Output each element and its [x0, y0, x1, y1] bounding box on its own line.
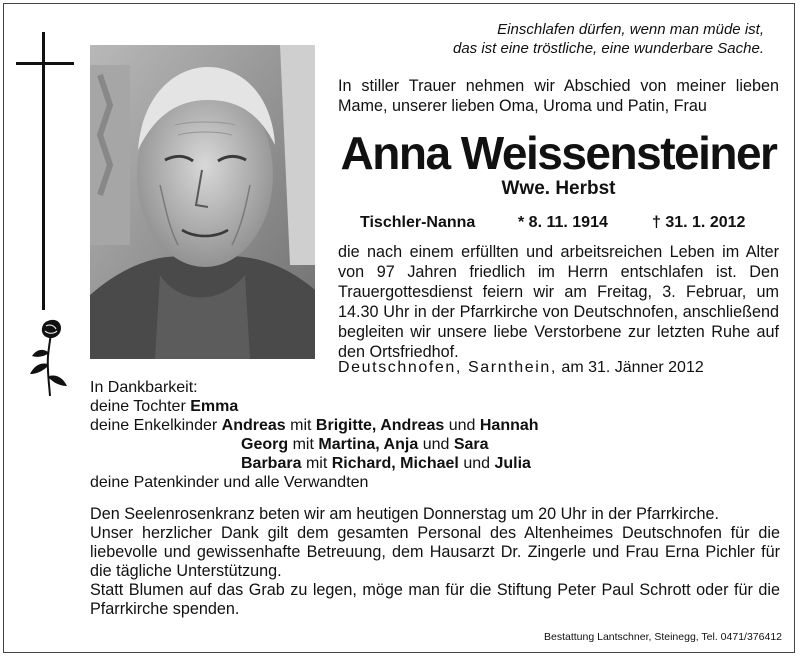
epigraph-quote [420, 20, 764, 58]
intro-text: In stiller Trauer nehmen wir Abschied von meiner lieben Mame, unserer lieben Oma, Uroma und Patin, Frau [338, 77, 779, 115]
widow-name: Wwe. Herbst [501, 178, 616, 199]
daughter-row [90, 397, 790, 416]
cross-icon [42, 32, 45, 310]
grandchildren-prefix: deine Enkelkinder [90, 417, 218, 434]
grandchildren-row-1 [90, 416, 790, 435]
undertaker-credit: Bestattung Lantschner, Steinegg, Tel. 0471/376412 [544, 631, 782, 643]
grandchild-name: Andreas [221, 417, 286, 434]
partner-names: Martina, Anja [318, 436, 419, 453]
daughter-prefix: deine Tochter [90, 398, 186, 415]
quote-line-1: Einschlafen dürfen, wenn man müde ist, [497, 21, 764, 38]
rosary-text: Den Seelenrosenkranz beten wir am heutigen Donnerstag um 20 Uhr in der Pfarrkirche. [90, 505, 719, 523]
deceased-name: Anna Weissensteiner [340, 127, 777, 179]
partner-names: Brigitte, Andreas [315, 417, 445, 434]
godchildren-row: deine Patenkinder und alle Verwandten [90, 474, 369, 491]
connector: mit [305, 455, 328, 472]
connector: mit [290, 417, 312, 434]
donation-text: Statt Blumen auf das Grab zu legen, möge man für die Stiftung Peter Paul Schrott oder für die Pfarrkirche spenden. [90, 581, 780, 618]
grandchildren-row-3 [90, 454, 790, 473]
daughter-name: Emma [190, 398, 239, 415]
partner-names: Sara [453, 436, 489, 453]
death-date: † 31. 1. 2012 [652, 214, 746, 231]
portrait-photo [90, 45, 315, 359]
grandchild-name: Georg [241, 436, 289, 453]
family-list [90, 378, 790, 492]
partner-names: Hannah [479, 417, 539, 434]
main-text: die nach einem erfüllten und arbeitsreichen Leben im Alter von 97 Jahren friedlich im Herrn entschlafen ist. Den Trauergottesdienst feiern wir am Freitag, 3. Februar, um 14.30 Uhr in der Pfarrkirche von Deutschnofen, anschließend begleiten wir unsere liebe Verstorbene zur letzten Ruhe auf den Ortsfriedhof. [338, 243, 779, 361]
notice-date: am 31. Jänner 2012 [561, 359, 704, 376]
partner-names: Richard, Michael [331, 455, 459, 472]
quote-line-2: das ist eine tröstliche, eine wunderbare Sache. [452, 40, 764, 57]
rose-icon [26, 316, 70, 398]
connector: und [422, 436, 450, 453]
place-names: Deutschnofen, Sarnthein, [338, 359, 557, 376]
connector: und [463, 455, 491, 472]
gratitude-text: Unser herzlicher Dank gilt dem gesamten Personal des Altenheimes Deutschnofen für die liebevolle und gewissenhafte Betreuung, dem Hausarzt Dr. Zingerle und Frau Erna Pichler für die tägliche Unterstützung. [90, 524, 780, 580]
connector: und [448, 417, 476, 434]
cross-bar [16, 62, 74, 65]
thanks-heading: In Dankbarkeit: [90, 379, 198, 396]
connector: mit [292, 436, 314, 453]
birth-date: * 8. 11. 1914 [518, 214, 608, 231]
grandchild-name: Barbara [241, 455, 302, 472]
life-dates [360, 213, 780, 235]
nickname: Tischler-Nanna [360, 214, 476, 231]
partner-names: Julia [494, 455, 531, 472]
closing-text [90, 505, 780, 619]
place-date-line [338, 358, 779, 378]
grandchildren-row-2 [90, 435, 790, 454]
